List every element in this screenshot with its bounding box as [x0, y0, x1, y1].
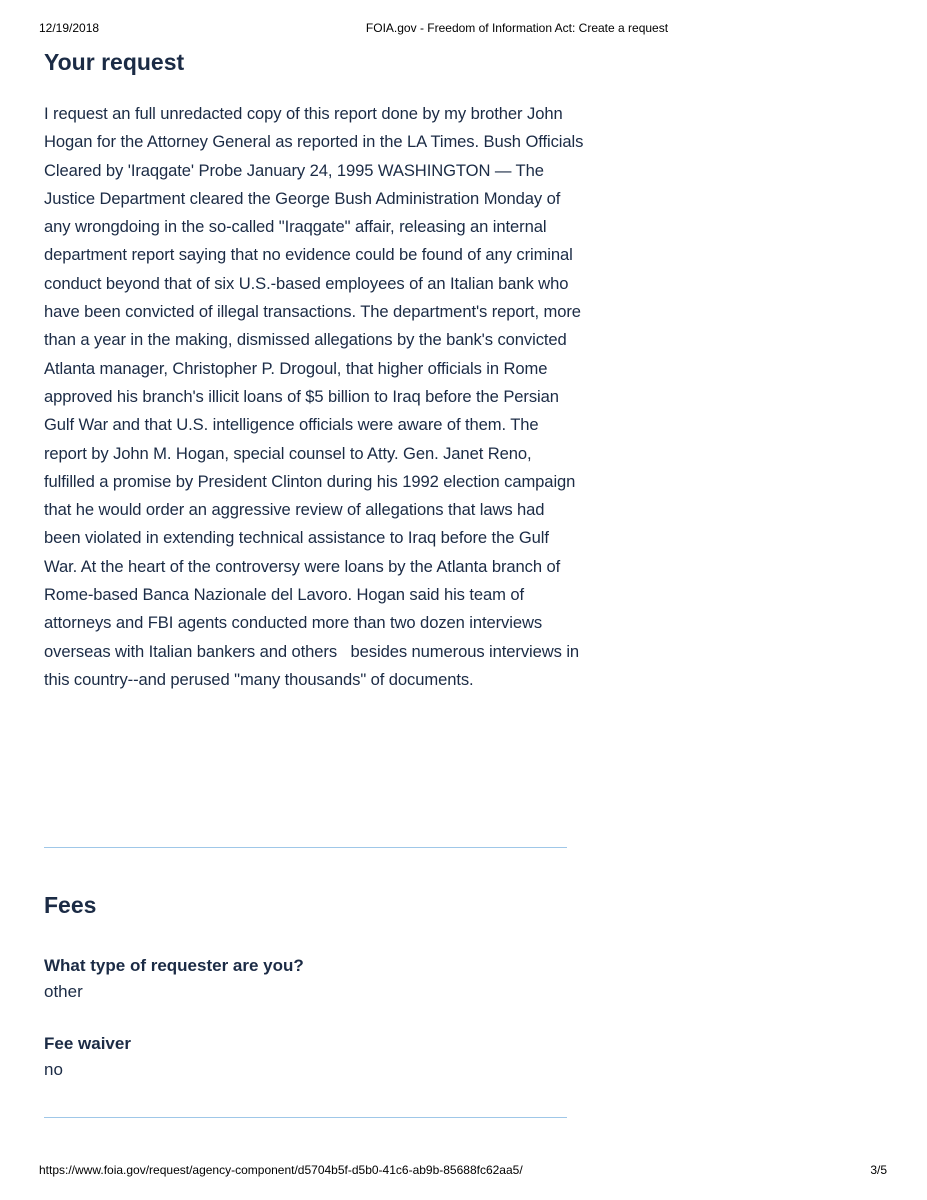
print-page-title: FOIA.gov - Freedom of Information Act: Create a request — [365, 21, 669, 35]
page-url: https://www.foia.gov/request/agency-component/d5704b5f-d5b0-41c6-ab9b-85688fc62aa5/ — [39, 1163, 523, 1177]
request-section — [44, 46, 588, 694]
request-description: I request an full unredacted copy of this report done by my brother John Hogan for the Attorney General as reported in the LA Times. Bush Officials Cleared by 'Iraqgate' Probe January 24, 1995 WASHINGTON — The Justice Department cleared the George Bush Administration Monday of any wrongdoing in the so-called "Iraqgate" affair, releasing an internal department report saying that no evidence could be found of any criminal conduct beyond that of six U.S.-based employees of an Italian bank who have been convicted of illegal transactions. The department's report, more than a year in the making, dismissed allegations by the bank's convicted Atlanta manager, Christopher P. Drogoul, that higher officials in Rome approved his branch's illicit loans of $5 billion to Iraq before the Persian Gulf War and that U.S. intelligence officials were aware of them. The report by John M. Hogan, special counsel to Atty. Gen. Janet Reno, fulfilled a promise by President Clinton during his 1992 election campaign that he would order an aggressive review of allegations that laws had been violated in extending technical assistance to Iraq before the Gulf War. At the heart of the controversy were loans by the Atlanta branch of Rome-based Banca Nazionale del Lavoro. Hogan said his team of attorneys and FBI agents conducted more than two dozen interviews overseas with Italian bankers and others besides numerous interviews in this country--and perused "many thousands" of documents. — [44, 104, 588, 689]
page-number: 3/5 — [870, 1163, 887, 1177]
requester-type-label: What type of requester are you? — [44, 956, 304, 975]
fee-waiver-field — [44, 1032, 131, 1082]
your-request-heading: Your request — [44, 49, 185, 75]
print-header — [0, 21, 927, 37]
section-divider — [44, 847, 567, 848]
print-footer — [0, 1163, 927, 1179]
requester-type-value: other — [44, 982, 83, 1001]
fee-waiver-value: no — [44, 1060, 63, 1079]
requester-type-field — [44, 954, 304, 1004]
print-date: 12/19/2018 — [39, 21, 100, 35]
section-divider — [44, 1117, 567, 1118]
fee-waiver-label: Fee waiver — [44, 1034, 131, 1053]
fees-heading: Fees — [44, 892, 97, 918]
